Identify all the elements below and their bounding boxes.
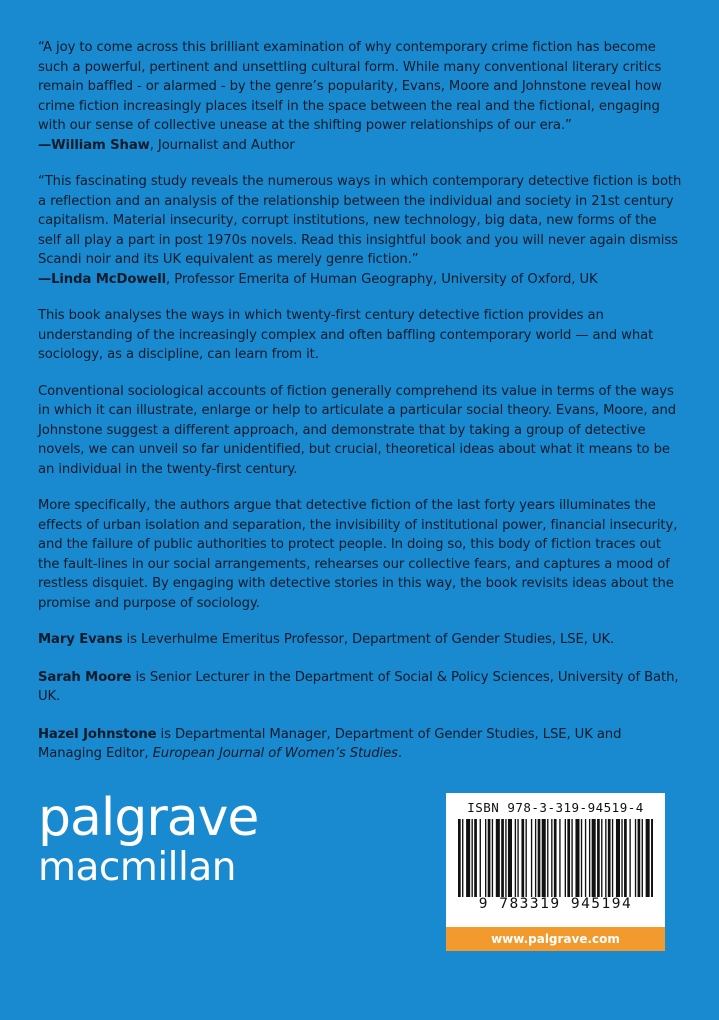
quote-author: —Linda McDowell (38, 271, 167, 287)
publisher-url: www.palgrave.com (446, 927, 665, 951)
author-bio (38, 630, 683, 650)
author-bio-text: is Departmental Manager, Department of Gender Studies, LSE, UK and Managing Editor, (38, 726, 622, 761)
endorsement-2 (38, 172, 683, 289)
publisher-logo (38, 790, 258, 890)
quote-author: —William Shaw (38, 137, 150, 153)
description-paragraph: This book analyses the ways in which twenty-first century detective fiction provides an understanding of the increasingly complex and often baffling contemporary world — and what sociology, as a discipline, can learn from it. (38, 308, 654, 362)
barcode-panel (446, 793, 665, 951)
barcode-digits: 9 783319 945194 (478, 896, 633, 912)
author-bio-text: is Senior Lecturer in the Department of Social & Policy Sciences, University of Bath, UK. (38, 669, 679, 704)
author-name: Mary Evans (38, 632, 123, 647)
logo-line-palgrave: palgrave (38, 788, 259, 848)
quote-affiliation: , Journalist and Author (149, 137, 295, 153)
quote-text: “This fascinating study reveals the numerous ways in which contemporary detective fiction is both a reflection and an analysis of the relationship between the individual and society in 21st century capitalism. Material insecurity, corrupt institutions, new technology, big data, new forms of the self all play a part in post 1970s novels. Read this insightful book and you will never again dismiss Scandi noir and its UK equivalent as merely genre fiction.” (38, 174, 682, 267)
author-name: Hazel Johnstone (38, 726, 157, 742)
logo-line-macmillan: macmillan (38, 845, 236, 890)
author-bio (38, 725, 683, 764)
quote-text: “A joy to come across this brilliant examination of why contemporary crime fiction has become such a powerful, pertinent and unsettling cultural form. While many conventional literary critics remain baffled - or alarmed - by the genre’s popularity, Evans, Moore and Johnstone reveal how crime fiction increasingly places itself in the space between the real and the fictional, engaging with our sense of collective unease at the shifting power relationships of our era.” (38, 40, 662, 133)
description-paragraph: More specifically, the authors argue that detective fiction of the last forty years illuminates the effects of urban isolation and separation, the invisibility of institutional power, financial insecurity, and the failure of public authorities to protect people. In doing so, this body of fiction traces out the fault-lines in our social arrangements, rehearses our collective fears, and captures a mood of restless disquiet. By engaging with detective stories in this way, the book revisits ideas about the promise and purpose of sociology. (38, 498, 678, 611)
isbn-label: ISBN 978-3-319-94519-4 (467, 800, 644, 815)
endorsement-1 (38, 38, 683, 155)
author-bio-text: is Leverhulme Emeritus Professor, Department of Gender Studies, LSE, UK. (122, 632, 615, 647)
author-bio (38, 668, 683, 707)
description-paragraph: Conventional sociological accounts of fiction generally comprehend its value in terms of the ways in which it can illustrate, enlarge or help to articulate a particular social theory. Evans, Moore, and Johnstone suggest a different approach, and demonstrate that by taking a group of detective novels, we can unveil so far unidentified, but crucial, theoretical ideas about what it means to be an individual in the twenty-first century. (38, 383, 677, 477)
author-bio-end: . (397, 746, 403, 761)
quote-affiliation: , Professor Emerita of Human Geography, University of Oxford, UK (166, 271, 598, 287)
barcode-icon (458, 819, 653, 897)
back-cover-text (38, 38, 683, 782)
journal-title: European Journal of Women’s Studies (152, 746, 398, 761)
author-name: Sarah Moore (38, 669, 132, 685)
